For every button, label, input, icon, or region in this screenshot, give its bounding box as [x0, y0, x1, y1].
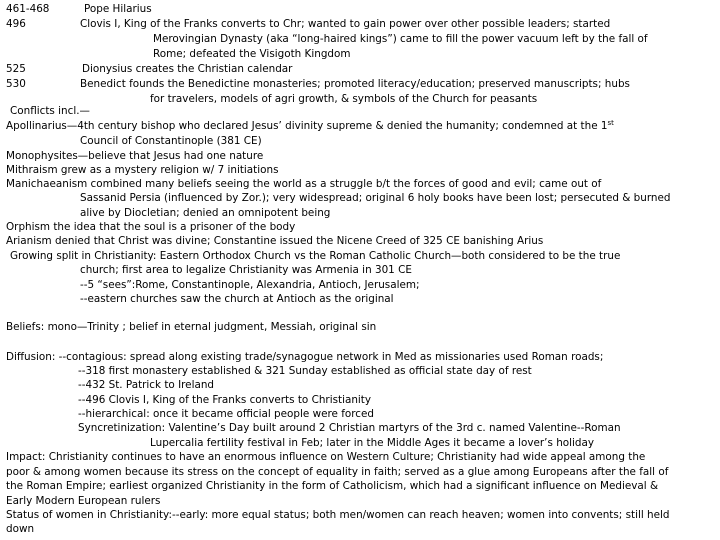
conflicts-line: Monophysites—believe that Jesus had one nature	[6, 150, 264, 162]
conflicts-line: Council of Constantinople (381 CE)	[80, 135, 262, 147]
beliefs-line: Beliefs: mono—Trinity ; belief in eternal judgment, Messiah, original sin	[6, 321, 377, 333]
timeline-text: Clovis I, King of the Franks converts to Chr; wanted to gain power over other possible leaders; started	[80, 18, 611, 30]
impact-line: Early Modern European rulers	[6, 495, 161, 507]
diffusion-line: Diffusion: --contagious: spread along existing trade/synagogue network in Med as missionaries used Roman roads;	[6, 351, 604, 363]
conflicts-line: Sassanid Persia (influenced by Zor.); very widespread; original 6 holy books have been lost; persecuted & burned	[80, 192, 671, 204]
timeline-year: 461-468	[6, 3, 50, 15]
conflicts-line: Arianism denied that Christ was divine; Constantine issued the Nicene Creed of 325 CE banishing Arius	[6, 235, 544, 247]
conflicts-line: Mithraism grew as a mystery religion w/ 7 initiations	[6, 164, 279, 176]
conflicts-line: alive by Diocletian; denied an omnipotent being	[80, 207, 331, 219]
conflicts-line: church; first area to legalize Christianity was Armenia in 301 CE	[80, 264, 412, 276]
conflicts-line: --5 “sees”:Rome, Constantinople, Alexandria, Antioch, Jerusalem;	[80, 279, 420, 291]
impact-line: Impact: Christianity continues to have an enormous influence on Western Culture; Christianity had wide appeal among the	[6, 451, 646, 463]
diffusion-line: Syncretinization: Valentine’s Day built around 2 Christian martyrs of the 3rd c. named Valentine--Roman	[78, 422, 621, 434]
timeline-year: 496	[6, 18, 26, 30]
status-line: down	[6, 523, 35, 535]
diffusion-line: Lupercalia fertility festival in Feb; later in the Middle Ages it became a lover’s holiday	[150, 437, 595, 449]
impact-line: the Roman Empire; earliest organized Christianity in the form of Catholicism, which had a significant influence on Medieval &	[6, 480, 659, 492]
timeline-text: Benedict founds the Benedictine monasteries; promoted literacy/education; preserved manuscripts; hubs	[80, 78, 630, 90]
timeline-text: Dionysius creates the Christian calendar	[82, 63, 293, 75]
conflicts-line	[6, 119, 614, 133]
timeline-text: Pope Hilarius	[84, 3, 152, 15]
conflicts-line: Growing split in Christianity: Eastern Orthodox Church vs the Roman Catholic Church—both considered to be the true	[10, 250, 621, 262]
diffusion-line: --hierarchical: once it became official people were forced	[78, 408, 374, 420]
diffusion-line: --432 St. Patrick to Ireland	[78, 379, 215, 391]
timeline-year: 525	[6, 63, 26, 75]
timeline-text: Merovingian Dynasty (aka “long-haired kings”) came to fill the power vacuum left by the fall of	[153, 33, 648, 45]
conflicts-heading: Conflicts incl.—	[10, 105, 90, 117]
diffusion-line: --496 Clovis I, King of the Franks converts to Christianity	[78, 394, 372, 406]
timeline-text: for travelers, models of agri growth, & symbols of the Church for peasants	[150, 93, 538, 105]
conflicts-line: --eastern churches saw the church at Antioch as the original	[80, 293, 394, 305]
conflicts-line: Orphism the idea that the soul is a prisoner of the body	[6, 221, 296, 233]
diffusion-line: --318 first monastery established & 321 Sunday established as official state day of rest	[78, 365, 532, 377]
timeline-year: 530	[6, 78, 26, 90]
superscript: st	[607, 119, 614, 127]
conflicts-line-text: Apollinarius—4th century bishop who declared Jesus’ divinity supreme & denied the humanity; condemned at the 1	[6, 120, 608, 132]
impact-line: poor & among women because its stress on the concept of equality in faith; served as a glue among Europeans after the fall of	[6, 466, 669, 478]
timeline-text: Rome; defeated the Visigoth Kingdom	[153, 48, 351, 60]
conflicts-line: Manichaeanism combined many beliefs seeing the world as a struggle b/t the forces of good and evil; came out of	[6, 178, 602, 190]
status-line: Status of women in Christianity:--early: more equal status; both men/women can reach heaven; women into convents; still held	[6, 509, 670, 521]
